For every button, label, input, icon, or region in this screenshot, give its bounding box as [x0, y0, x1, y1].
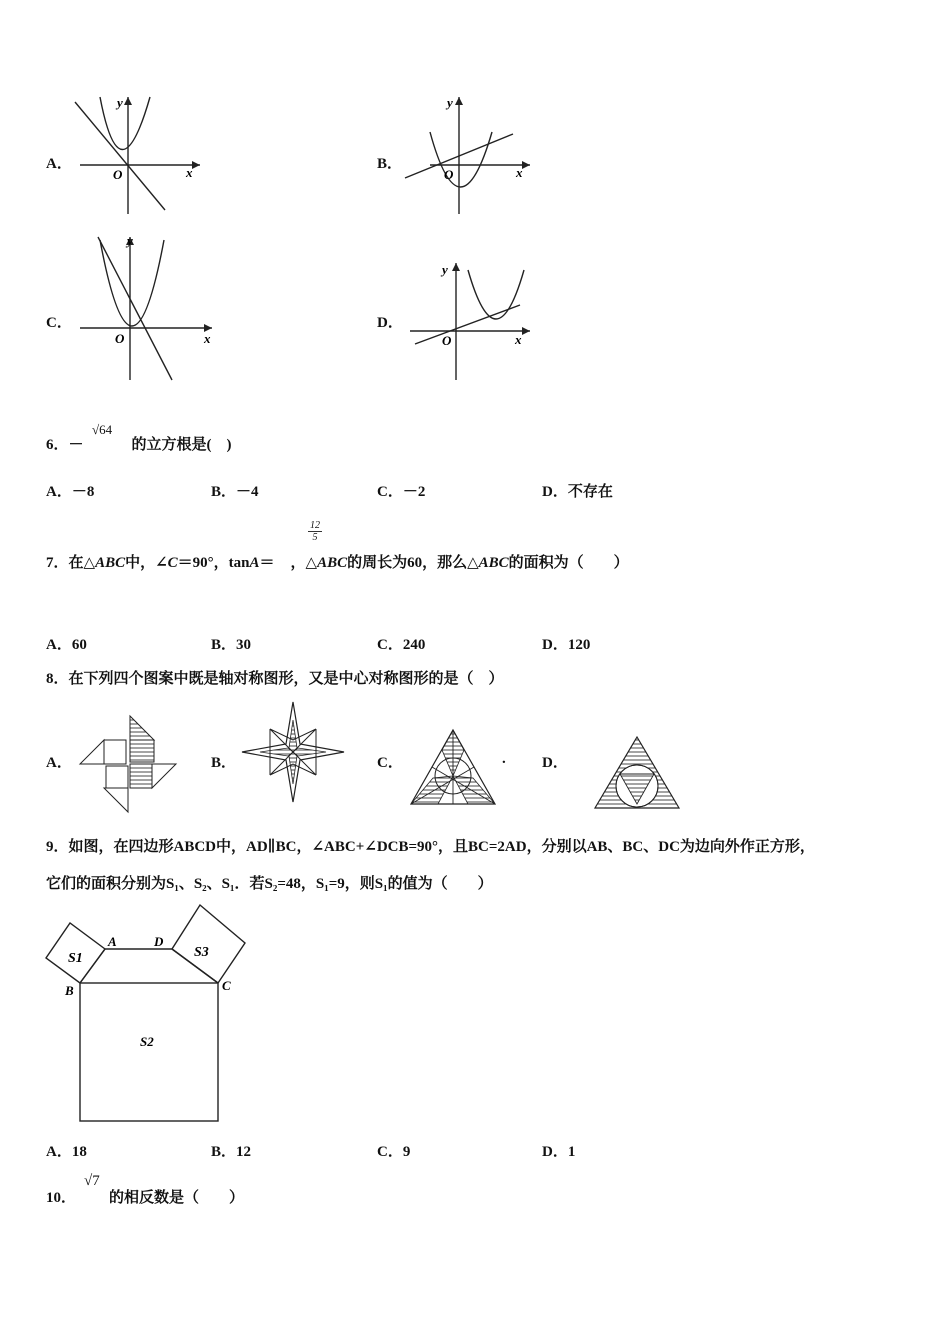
- q5-option-d-label: D．: [377, 315, 403, 331]
- q10-number: 10．: [46, 1190, 77, 1206]
- q5-a-y: y: [117, 95, 123, 110]
- q9-point-b: B: [65, 983, 74, 998]
- q8-line: [46, 667, 504, 688]
- q10-line: [46, 1186, 244, 1207]
- q6-option-d: D．不存在: [542, 484, 613, 500]
- q7-abc: ABC: [95, 555, 126, 571]
- q5-d-x: x: [515, 332, 522, 347]
- q7-option-a: A．60: [46, 637, 87, 653]
- q7-a: A: [249, 555, 260, 571]
- q8-option-c-label: C．: [377, 755, 403, 771]
- q9-option-d: D．1: [542, 1144, 576, 1160]
- q7-option-c: C．240: [377, 637, 426, 653]
- q8-option-d-label: D．: [542, 755, 568, 771]
- q7-abc-3: ABC: [478, 555, 509, 571]
- q5-c-x: x: [204, 331, 211, 346]
- q7-text-d: ＝: [259, 555, 275, 571]
- q8-dot: .: [502, 751, 506, 767]
- q7-fraction: [308, 520, 322, 543]
- q6-text: 的立方根是( ): [131, 437, 232, 453]
- q9-label-s3: S3: [194, 945, 209, 960]
- q5-d-origin: O: [442, 333, 452, 348]
- q5-d-y: y: [442, 262, 448, 277]
- q7-text-f: 的周长为60，那么△: [347, 555, 479, 571]
- q10-radical: √7: [84, 1173, 100, 1189]
- q6-line: [46, 433, 232, 454]
- q8-number: 8．: [46, 671, 69, 687]
- q7-option-d: D．120: [542, 637, 591, 653]
- q7-option-b: B．30: [211, 637, 252, 653]
- q5-option-b-label: B．: [377, 156, 403, 172]
- q7-frac-den: 5: [308, 531, 322, 543]
- q5-c-y: y: [127, 233, 133, 248]
- q9-option-c: C．9: [377, 1144, 411, 1160]
- q7-abc-2: ABC: [317, 555, 348, 571]
- q6-option-a: A．－8: [46, 484, 95, 500]
- q8-compass-star-figure: [240, 700, 346, 804]
- q9-quadrilateral-figure: [40, 900, 260, 1130]
- q6-option-b: B．－4: [211, 484, 259, 500]
- q8-option-a-label: A．: [46, 755, 72, 771]
- q9-option-a: A．18: [46, 1144, 87, 1160]
- q9-option-b: B．12: [211, 1144, 252, 1160]
- q7-text-g: 的面积为（ ）: [508, 555, 629, 571]
- q8-pinwheel-figure: [78, 714, 180, 814]
- q9-text-1: 如图，在四边形ABCD中，AD∥BC，∠ABC+∠DCB=90°，且BC=2AD，分别以AB、BC、DC为边向外作正方形，: [68, 839, 815, 855]
- q5-a-x: x: [186, 165, 193, 180]
- q5-b-y: y: [447, 95, 453, 110]
- q8-option-b-label: B．: [211, 755, 237, 771]
- q9-point-c: C: [222, 978, 231, 993]
- q9-label-s2: S2: [140, 1034, 154, 1049]
- q8-triangle-figure-c: [408, 728, 498, 806]
- q9-point-d: D: [154, 934, 164, 949]
- q7-frac-num: 12: [310, 520, 320, 531]
- q9-number: 9．: [46, 839, 69, 855]
- q6-option-c: C．－2: [377, 484, 426, 500]
- q5-b-origin: O: [444, 167, 454, 182]
- q5-option-c-label: C．: [46, 315, 72, 331]
- q5-graph-c: [70, 232, 220, 382]
- q9-text-2: 它们的面积分别为S₁、S₂、S₁．若S₂=48，S₁=9，则S₁的值为（ ）: [46, 876, 493, 892]
- q9-point-a: A: [108, 934, 117, 949]
- q7-text-b: 中，∠: [125, 555, 168, 571]
- q7-text-a: 在△: [68, 555, 96, 571]
- q5-b-x: x: [516, 165, 523, 180]
- q5-graph-a: [70, 92, 210, 217]
- q5-c-origin: O: [115, 331, 125, 346]
- q8-text: 在下列四个图案中既是轴对称图形，又是中心对称图形的是（ ）: [68, 671, 504, 687]
- q7-line: [46, 551, 629, 572]
- q7-number: 7．: [46, 555, 69, 571]
- q7-text-e: ，△: [290, 555, 318, 571]
- q5-a-origin: O: [113, 167, 123, 182]
- q9-line-1: [46, 835, 815, 856]
- q7-text-c: ＝90°，tan: [177, 555, 250, 571]
- q6-number: 6．: [46, 437, 69, 453]
- q5-graph-b: [400, 92, 540, 217]
- q6-minus: －: [68, 437, 84, 453]
- q6-radical: √64: [92, 422, 113, 437]
- q9-label-s1: S1: [68, 951, 83, 966]
- q5-option-a-label: A．: [46, 156, 72, 172]
- q5-graph-d: [400, 258, 540, 383]
- q8-triangle-figure-d: [592, 734, 682, 810]
- q10-text: 的相反数是（ ）: [109, 1190, 245, 1206]
- q7-c: C: [167, 555, 178, 571]
